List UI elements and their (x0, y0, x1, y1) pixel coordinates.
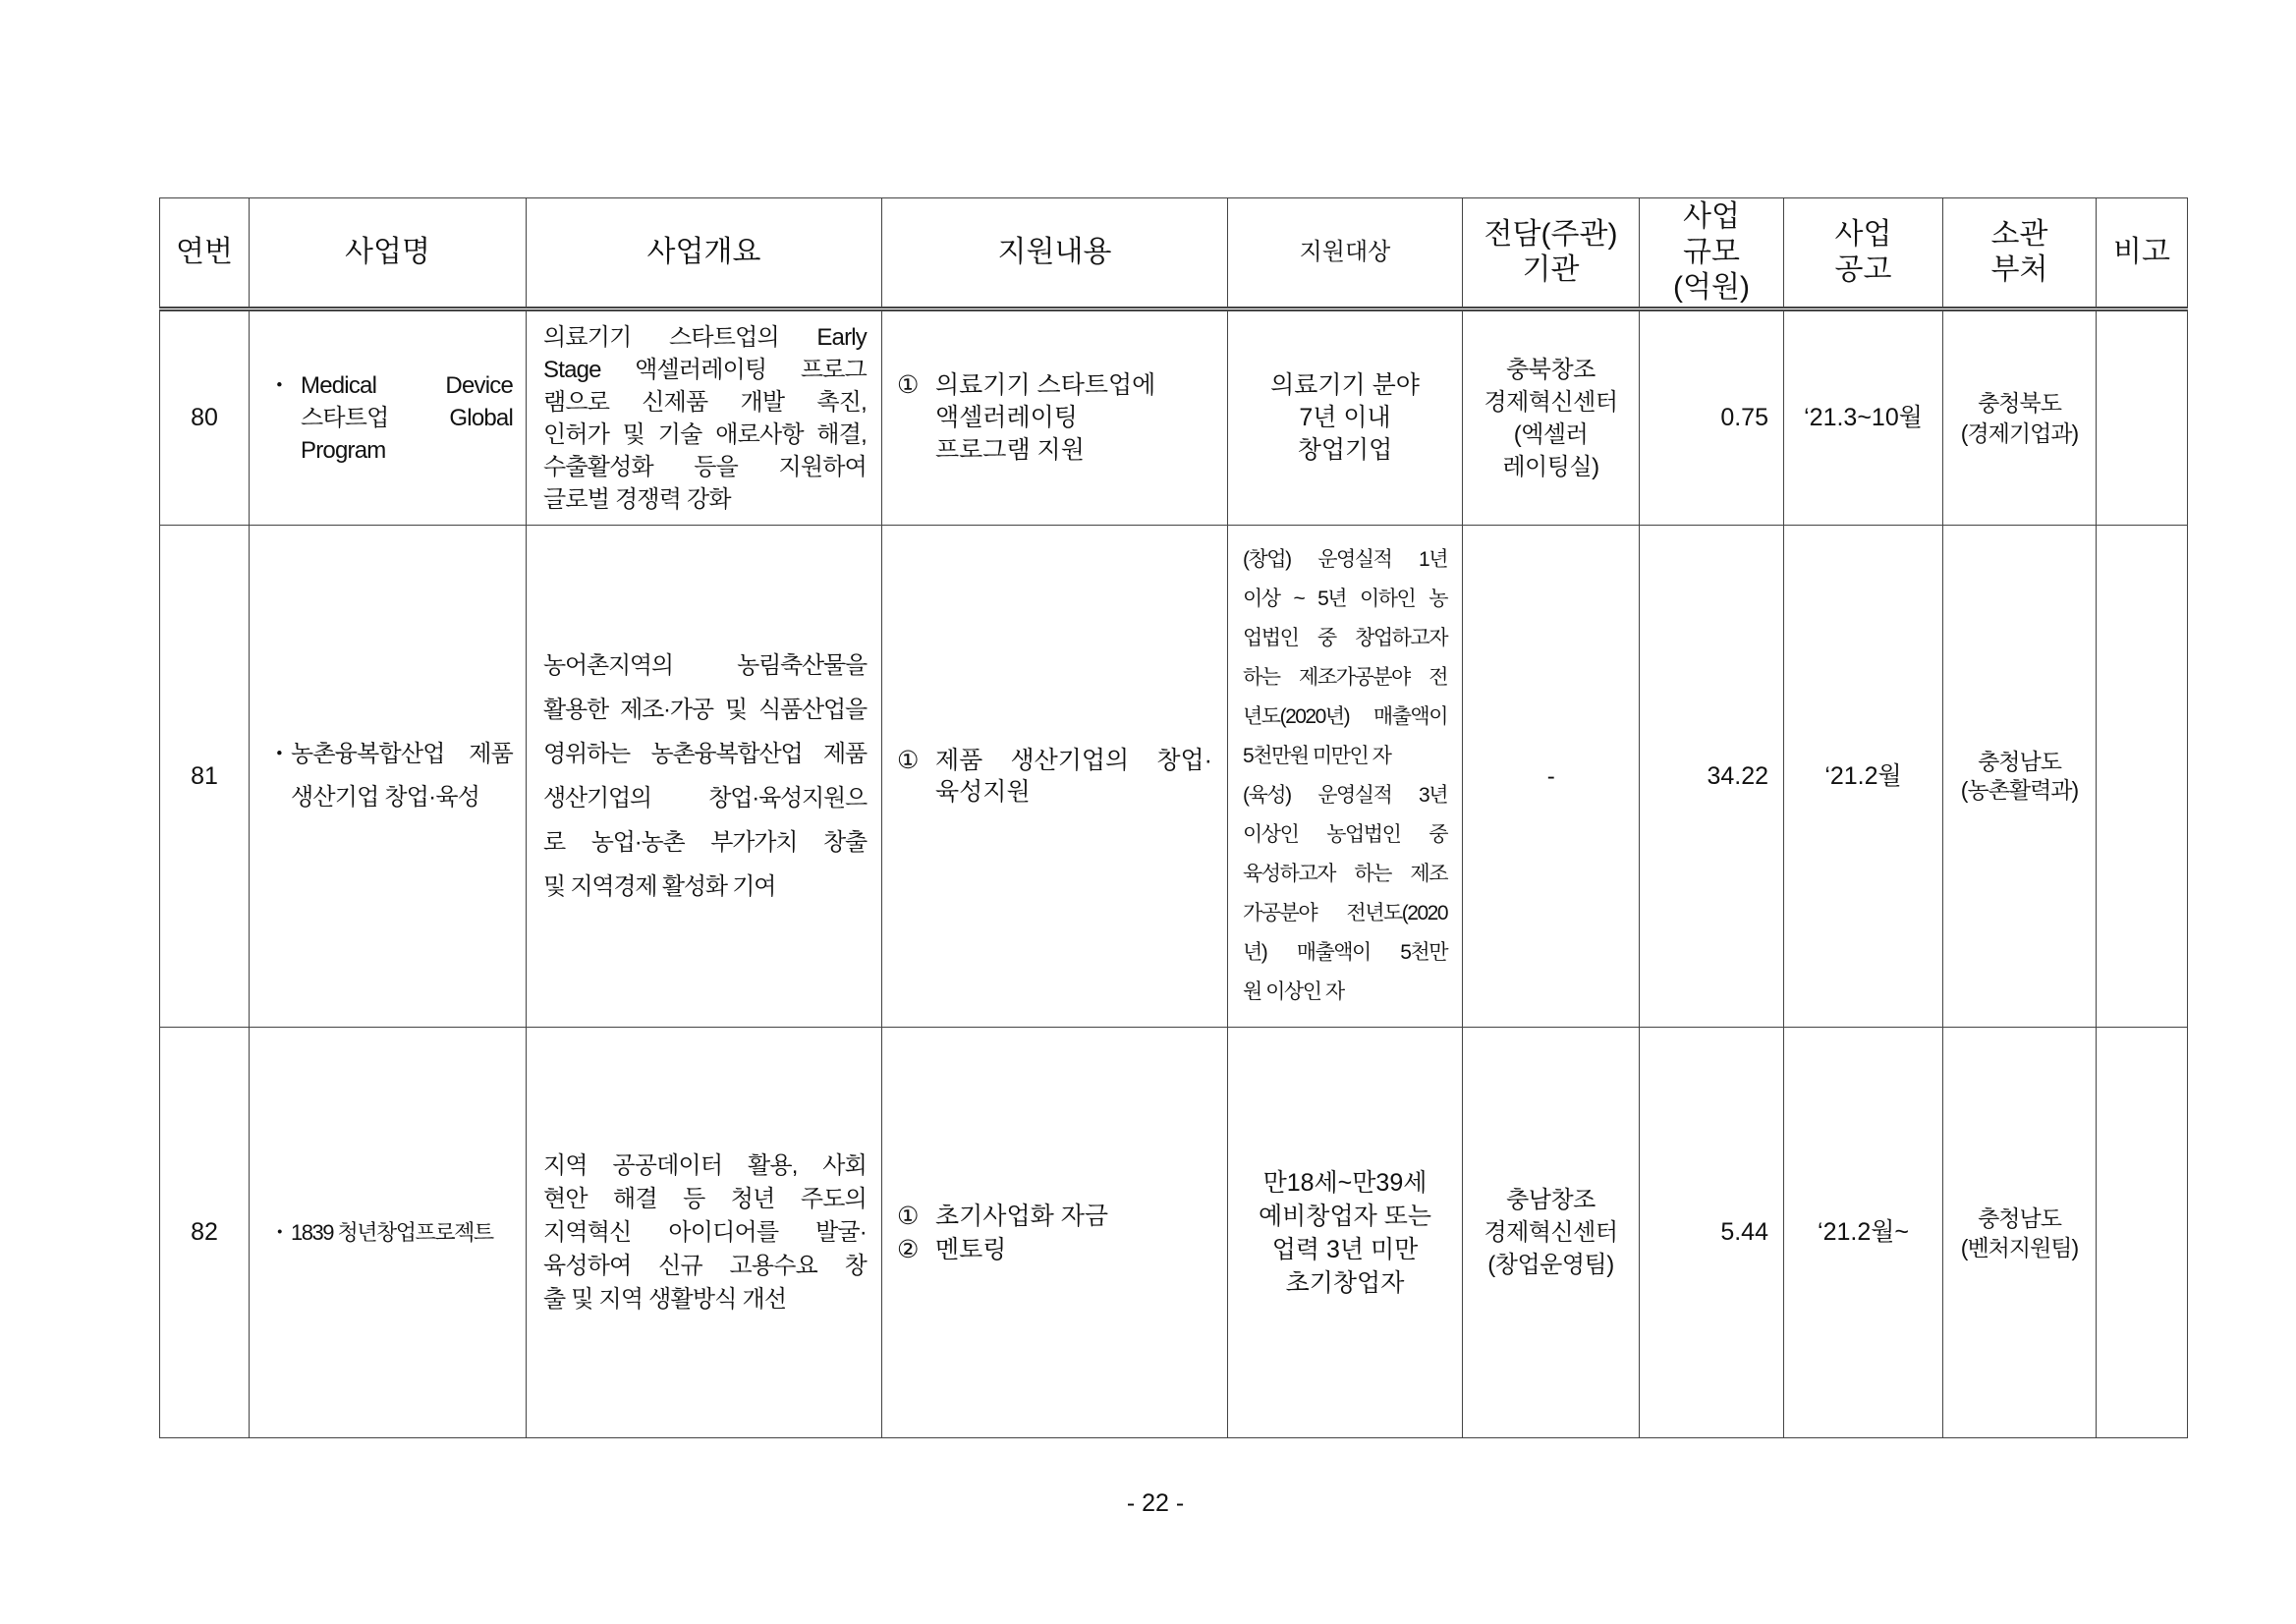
header-label: 기관 (1522, 253, 1580, 286)
support-line: 육성지원 (935, 778, 1031, 806)
support-item (897, 745, 1212, 808)
target-line: 년) 매출액이 5천만 (1243, 941, 1447, 964)
ministry-line: 충청남도 (1978, 1204, 2061, 1231)
support-item (897, 1233, 1212, 1266)
ministry-line: (경제기업과) (1960, 420, 2079, 446)
ministry-text (1949, 1204, 2090, 1262)
overview-line: 영위하는 농촌융복합산업 제품 (543, 741, 867, 767)
header-label: 부처 (1990, 253, 2048, 286)
project-name (267, 1216, 513, 1250)
item-number-marker: ① (897, 1202, 920, 1230)
header-overview (527, 198, 882, 309)
cell-budget: 0.75 (1640, 309, 1784, 526)
cell-target (1228, 526, 1463, 1028)
cell-target (1228, 1028, 1463, 1438)
agency-line: - (1546, 762, 1555, 790)
target-line: (창업) 운영실적 1년 (1243, 548, 1447, 571)
ministry-line: 충청북도 (1978, 389, 2061, 416)
target-line: 년도(2020년) 매출액이 (1243, 705, 1447, 728)
overview-line: 및 지역경제 활성화 기여 (543, 873, 776, 900)
ministry-text (1949, 748, 2090, 805)
ministry-line: 충청남도 (1978, 749, 2061, 774)
overview-line: 의료기기 스타트업의 Early (543, 323, 867, 351)
agency-line: 충북창조 (1506, 356, 1596, 383)
agency-line: 경제혁신센터 (1484, 1219, 1618, 1246)
support-line: 멘토링 (935, 1235, 1007, 1263)
header-label: (억원) (1673, 271, 1750, 304)
project-name-line: 농촌융복합산업 제품 (291, 741, 513, 767)
cell-support (882, 526, 1228, 1028)
target-line: 만18세~만39세 (1262, 1168, 1428, 1197)
table-row (160, 1028, 2188, 1438)
header-label: 연번 (176, 236, 233, 268)
agency-text (1471, 1184, 1631, 1281)
target-line: 이상인 농업법인 중 (1243, 823, 1447, 846)
agency-line: 충남창조 (1506, 1187, 1596, 1213)
target-text (1243, 1166, 1447, 1300)
cell-project-name (250, 309, 527, 526)
overview-text (543, 1149, 867, 1316)
target-line: 이상 ~ 5년 이하인 농 (1243, 588, 1447, 610)
overview-text (543, 321, 867, 516)
support-item (897, 369, 1212, 467)
project-name-line: Program (301, 437, 386, 464)
header-support (882, 198, 1228, 309)
header-project-name (250, 198, 527, 309)
project-name (267, 733, 513, 819)
target-line: 하는 제조가공분야 전 (1243, 666, 1447, 689)
project-name (267, 369, 513, 467)
target-line: 원 이상인 자 (1243, 980, 1344, 1003)
cell-ministry (1943, 309, 2097, 526)
cell-overview (527, 1028, 882, 1438)
item-number-marker: ① (897, 371, 920, 399)
header-label: 공고 (1834, 253, 1892, 286)
cell-target (1228, 309, 1463, 526)
header-label: 지원대상 (1299, 239, 1391, 265)
cell-support (882, 1028, 1228, 1438)
overview-line: 농어촌지역의 농림축산물을 (543, 652, 867, 679)
target-line: (육성) 운영실적 3년 (1243, 784, 1447, 807)
bullet-marker: ・ (267, 372, 291, 399)
agency-text (1471, 354, 1631, 483)
cell-remarks (2097, 1028, 2188, 1438)
cell-overview (527, 526, 882, 1028)
target-line: 업법인 중 창업하고자 (1243, 627, 1447, 649)
project-name-text (291, 733, 513, 819)
header-agency (1463, 198, 1640, 309)
item-number-marker: ① (897, 747, 920, 774)
bullet-marker: ・ (268, 1219, 290, 1245)
header-serial-no (160, 198, 250, 309)
cell-budget: 34.22 (1640, 526, 1784, 1028)
header-budget (1640, 198, 1784, 309)
overview-text (543, 644, 867, 909)
overview-line: 활용한 제조·가공 및 식품산업을 (543, 697, 867, 723)
cell-agency (1463, 309, 1640, 526)
target-line: 초기창업자 (1285, 1268, 1405, 1297)
support-line: 초기사업화 자금 (935, 1202, 1108, 1230)
header-notice (1784, 198, 1943, 309)
agency-line: (창업운영팀) (1487, 1252, 1614, 1278)
target-line: 창업기업 (1297, 436, 1393, 464)
agency-line: 경제혁신센터 (1484, 388, 1618, 416)
cell-serial-no: 80 (160, 309, 250, 526)
project-name-text (291, 369, 513, 467)
overview-line: 육성하여 신규 고용수요 창 (543, 1252, 867, 1279)
ministry-line: (농촌활력과) (1960, 777, 2079, 803)
target-text (1243, 540, 1447, 1012)
cell-remarks (2097, 309, 2188, 526)
header-target (1228, 198, 1463, 309)
cell-project-name (250, 526, 527, 1028)
cell-support (882, 309, 1228, 526)
project-name-line: 1839 청년창업프로젝트 (291, 1219, 493, 1245)
support-line: 제품 생산기업의 창업· (935, 747, 1212, 774)
support-line: 의료기기 스타트업에 (935, 371, 1156, 399)
support-item (897, 1200, 1212, 1233)
header-label: 비고 (2113, 236, 2170, 268)
overview-line: 생산기업의 창업·육성지원으 (543, 785, 867, 812)
project-name-line: Medical Device (301, 372, 513, 399)
ministry-line: (벤처지원팀) (1960, 1234, 2079, 1260)
header-remarks (2097, 198, 2188, 309)
header-label: 규모 (1683, 236, 1740, 268)
overview-line: 인허가 및 기술 애로사항 해결, (543, 420, 867, 448)
cell-agency (1463, 526, 1640, 1028)
cell-overview (527, 309, 882, 526)
support-text (935, 1200, 1212, 1233)
overview-line: 램으로 신제품 개발 촉진, (543, 388, 867, 416)
header-label: 사업 (1683, 200, 1740, 233)
target-line: 7년 이내 (1299, 404, 1391, 431)
overview-line: 글로벌 경쟁력 강화 (543, 485, 731, 513)
item-number-marker: ② (897, 1235, 920, 1263)
business-table (159, 197, 2188, 1438)
header-label: 사업개요 (646, 236, 761, 268)
table-row (160, 526, 2188, 1028)
overview-line: 현안 해결 등 청년 주도의 (543, 1185, 867, 1212)
cell-budget: 5.44 (1640, 1028, 1784, 1438)
target-text (1243, 369, 1447, 467)
table-row (160, 309, 2188, 526)
project-name-line: 스타트업 Global (301, 405, 513, 431)
header-label: 사업명 (345, 236, 430, 268)
header-label: 지원내용 (997, 236, 1112, 268)
agency-line: 레이팅실) (1502, 453, 1599, 480)
support-text (935, 745, 1212, 808)
support-text (935, 1233, 1212, 1266)
target-line: 의료기기 분야 (1270, 371, 1420, 399)
cell-serial-no: 82 (160, 1028, 250, 1438)
cell-notice: ‘21.2월 (1784, 526, 1943, 1028)
agency-text (1471, 760, 1631, 793)
support-line: 프로그램 지원 (935, 436, 1085, 464)
support-text (935, 369, 1212, 467)
cell-agency (1463, 1028, 1640, 1438)
support-line: 액셀러레이팅 (935, 404, 1078, 431)
cell-ministry (1943, 1028, 2097, 1438)
overview-line: 출 및 지역 생활방식 개선 (543, 1285, 787, 1313)
cell-serial-no: 81 (160, 526, 250, 1028)
project-name-text (291, 1216, 513, 1250)
project-name-line: 생산기업 창업·육성 (291, 784, 480, 811)
header-label: 사업 (1834, 218, 1892, 251)
target-line: 육성하고자 하는 제조 (1243, 863, 1447, 885)
overview-line: 지역 공공데이터 활용, 사회 (543, 1151, 867, 1179)
agency-line: (엑셀러 (1513, 420, 1589, 448)
table-header-row (160, 198, 2188, 309)
overview-line: Stage 액셀러레이팅 프로그 (543, 356, 867, 383)
cell-ministry (1943, 526, 2097, 1028)
cell-notice: ‘21.3~10월 (1784, 309, 1943, 526)
target-line: 업력 3년 미만 (1271, 1235, 1419, 1263)
overview-line: 수출활성화 등을 지원하여 (543, 453, 867, 480)
target-line: 예비창업자 또는 (1259, 1202, 1431, 1230)
overview-line: 지역혁신 아이디어를 발굴· (543, 1218, 867, 1246)
header-ministry (1943, 198, 2097, 309)
target-line: 가공분야 전년도(2020 (1243, 902, 1447, 924)
page-number: - 22 - (1126, 1489, 1185, 1517)
header-label: 전담(주관) (1484, 218, 1618, 251)
bullet-marker: ・ (267, 741, 291, 767)
cell-notice: ‘21.2월~ (1784, 1028, 1943, 1438)
ministry-text (1949, 388, 2090, 449)
cell-remarks (2097, 526, 2188, 1028)
overview-line: 로 농업·농촌 부가가치 창출 (543, 829, 867, 856)
target-line: 5천만원 미만인 자 (1243, 745, 1391, 767)
header-label: 소관 (1990, 218, 2048, 251)
cell-project-name (250, 1028, 527, 1438)
